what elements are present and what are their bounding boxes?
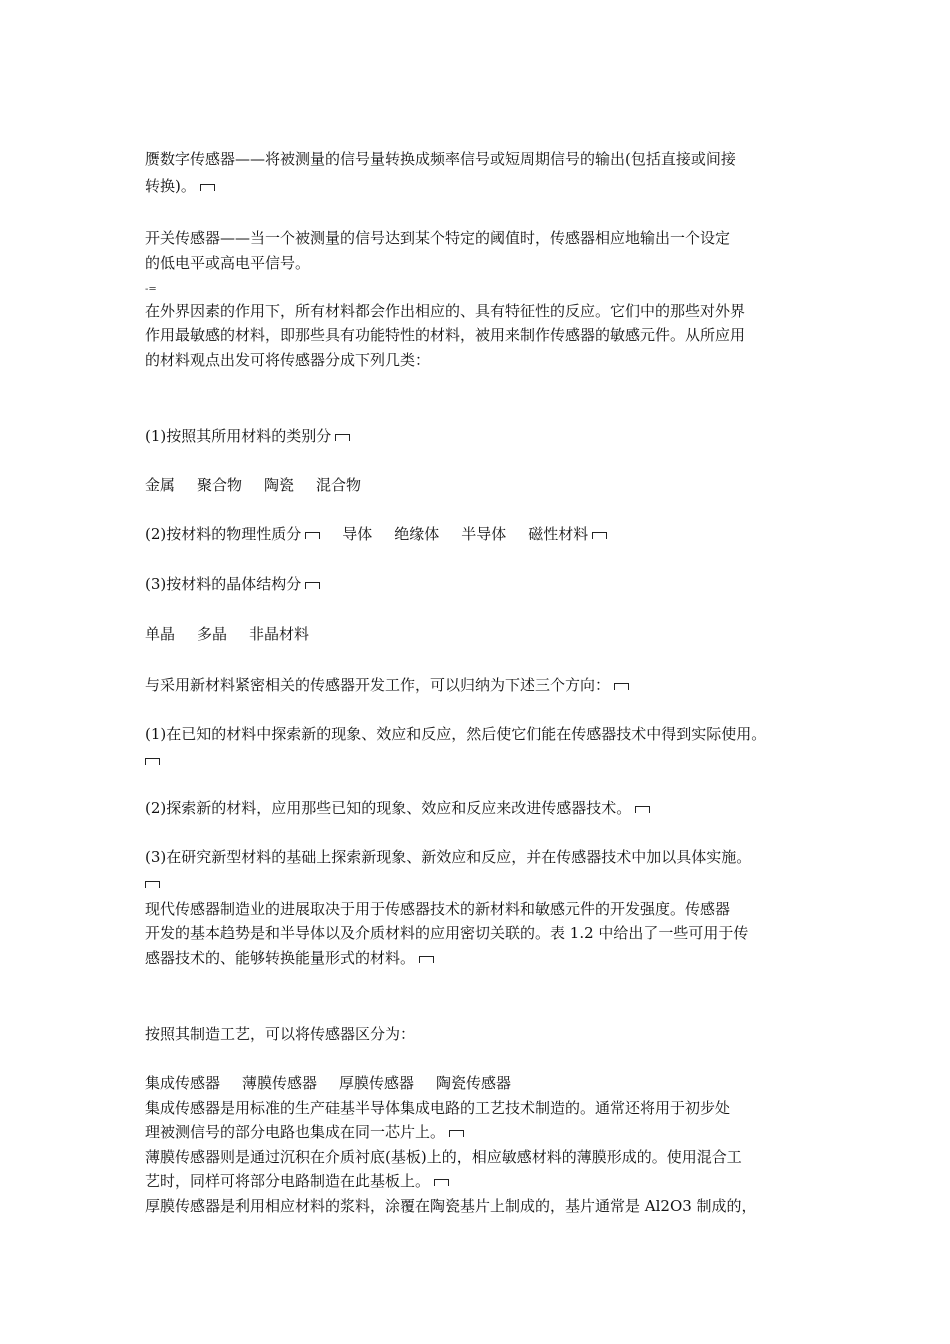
paragraph-mark-line bbox=[145, 871, 160, 895]
process-list: 集成传感器 薄膜传感器 厚膜传感器 陶瓷传感器 bbox=[145, 1074, 512, 1092]
paragraph-mark-icon bbox=[419, 956, 434, 963]
paragraph-line: 的低电平或高电平信号。 bbox=[145, 254, 311, 272]
paragraph-line: 的材料观点出发可将传感器分成下列几类： bbox=[145, 351, 431, 369]
paragraph-line: 开关传感器——当一个被测量的信号达到某个特定的阈值时，传感器相应地输出一个设定 bbox=[145, 229, 731, 247]
paragraph-line: 赝数字传感器——将被测量的信号量转换成频率信号或短周期信号的输出(包括直接或间接 bbox=[145, 150, 736, 168]
paragraph-line: 薄膜传感器则是通过沉积在介质衬底(基板)上的，相应敏感材料的薄膜形成的。使用混合工 bbox=[145, 1148, 742, 1166]
paragraph-mark-icon bbox=[635, 806, 650, 813]
paragraph-line: 艺时，同样可将部分电路制造在此基板上。 bbox=[145, 1169, 449, 1193]
paragraph-line: 按照其制造工艺，可以将传感器区分为： bbox=[145, 1025, 416, 1043]
paragraph-line: 开发的基本趋势是和半导体以及介质材料的应用密切关联的。表 1.2 中给出了一些可用于传 bbox=[145, 924, 749, 942]
direction-item: (3)在研究新型材料的基础上探索新现象、新效应和反应，并在传感器技术中加以具体实施。 bbox=[145, 848, 752, 866]
paragraph-line: 与采用新材料紧密相关的传感器开发工作，可以归纳为下述三个方向： bbox=[145, 673, 629, 697]
material-list: 金属 聚合物 陶瓷 混合物 bbox=[145, 476, 362, 494]
paragraph-mark-icon bbox=[305, 582, 320, 589]
paragraph-line: 理被测信号的部分电路也集成在同一芯片上。 bbox=[145, 1120, 464, 1144]
paragraph-mark-icon bbox=[200, 184, 215, 191]
paragraph-line: 在外界因素的作用下，所有材料都会作出相应的、具有特征性的反应。它们中的那些对外界 bbox=[145, 302, 746, 320]
paragraph-mark-icon bbox=[305, 532, 320, 539]
paragraph-mark-line bbox=[145, 748, 160, 772]
paragraph-mark-icon bbox=[434, 1179, 449, 1186]
paragraph-mark-icon bbox=[614, 683, 629, 690]
crystal-list: 单晶 多晶 非晶材料 bbox=[145, 625, 310, 643]
direction-item: (1)在已知的材料中探索新的现象、效应和反应，然后使它们能在传感器技术中得到实际使用。 bbox=[145, 725, 767, 743]
direction-item: (2)探索新的材料，应用那些已知的现象、效应和反应来改进传感器技术。 bbox=[145, 796, 650, 820]
category-heading: (3)按材料的晶体结构分 bbox=[145, 572, 320, 596]
paragraph-line: 转换)。 bbox=[145, 174, 215, 198]
paragraph-mark-icon bbox=[145, 758, 160, 765]
paragraph-line: 感器技术的、能够转换能量形式的材料。 bbox=[145, 946, 434, 970]
paragraph-line: 现代传感器制造业的进展取决于用于传感器技术的新材料和敏感元件的开发强度。传感器 bbox=[145, 900, 731, 918]
category-heading: (2)按材料的物理性质分 导体 绝缘体 半导体 磁性材料 bbox=[145, 522, 607, 546]
category-heading: (1)按照其所用材料的类别分 bbox=[145, 424, 350, 448]
paragraph-line: 作用最敏感的材料，即那些具有功能特性的材料，被用来制作传感器的敏感元件。从所应用 bbox=[145, 326, 746, 344]
paragraph-line: 厚膜传感器是利用相应材料的浆料，涂覆在陶瓷基片上制成的，基片通常是 Al2O3 制成的， bbox=[145, 1197, 757, 1215]
paragraph-mark-icon bbox=[592, 532, 607, 539]
section-mark: -= bbox=[145, 284, 157, 295]
paragraph-line: 集成传感器是用标准的生产硅基半导体集成电路的工艺技术制造的。通常还将用于初步处 bbox=[145, 1099, 731, 1117]
paragraph-mark-icon bbox=[335, 434, 350, 441]
paragraph-mark-icon bbox=[145, 881, 160, 888]
paragraph-mark-icon bbox=[449, 1130, 464, 1137]
